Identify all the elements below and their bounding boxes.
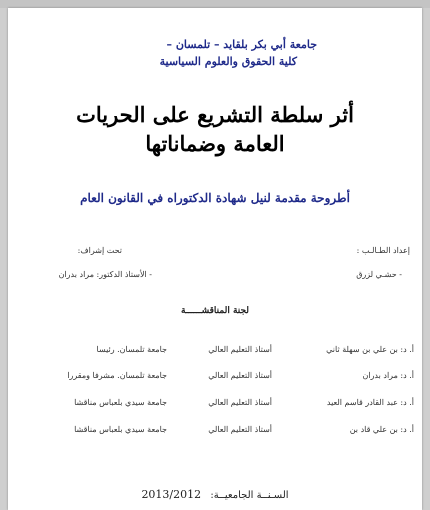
academic-year: [8, 488, 422, 501]
academic-year-label: السـنــة الجامعيــة:: [210, 490, 289, 501]
jury-member-role: جامعة تلمسان. مشرفا ومقررا: [67, 371, 167, 380]
jury-member-rank: أستاذ التعليم العالي: [208, 371, 272, 380]
viewer-toolbar: [0, 0, 430, 8]
jury-row: [8, 345, 422, 357]
jury-member-name: أ. د: بن علي بن سهلة ثاني: [326, 345, 414, 354]
jury-member-name: أ. د: بن علي قاد بن: [349, 425, 414, 434]
jury-title: لجنة المناقشــــــة: [180, 306, 250, 316]
academic-year-value: 2013/2012: [141, 488, 202, 501]
jury-member-role: جامعة سيدي بلعباس مناقشا: [74, 398, 167, 407]
supervisor-name: - الأستاذ الدكتور: مراد بدران: [58, 270, 152, 279]
supervision-label: تحت إشراف:: [77, 246, 122, 255]
university-name: جامعة أبي بكر بلقايد – تلمسان –: [166, 38, 317, 51]
jury-member-name: أ. د: مراد بدران: [362, 371, 414, 380]
jury-member-role: جامعة تلمسان. رئيسا: [96, 345, 167, 354]
prepared-by-label: إعداد الطـالـب :: [356, 246, 410, 255]
jury-row: [8, 398, 422, 410]
jury-row: [8, 371, 422, 383]
jury-member-name: أ. د: عبد القادر قاسم العيد: [326, 398, 414, 407]
faculty-name: كلية الحقوق والعلوم السياسية: [159, 55, 297, 68]
student-name: - حشـي لزرق: [356, 270, 402, 279]
jury-member-rank: أستاذ التعليم العالي: [208, 345, 272, 354]
jury-member-role: جامعة سيدي بلعباس مناقشا: [74, 425, 167, 434]
jury-member-rank: أستاذ التعليم العالي: [208, 398, 272, 407]
thesis-title: أثر سلطة التشريع على الحريات العامة وضماناتها: [76, 102, 354, 156]
thesis-subtitle: أطروحة مقدمة لنيل شهادة الدكتوراه في القانون العام: [80, 191, 350, 205]
jury-row: [8, 425, 422, 437]
jury-member-rank: أستاذ التعليم العالي: [208, 425, 272, 434]
document-page: [8, 8, 422, 510]
